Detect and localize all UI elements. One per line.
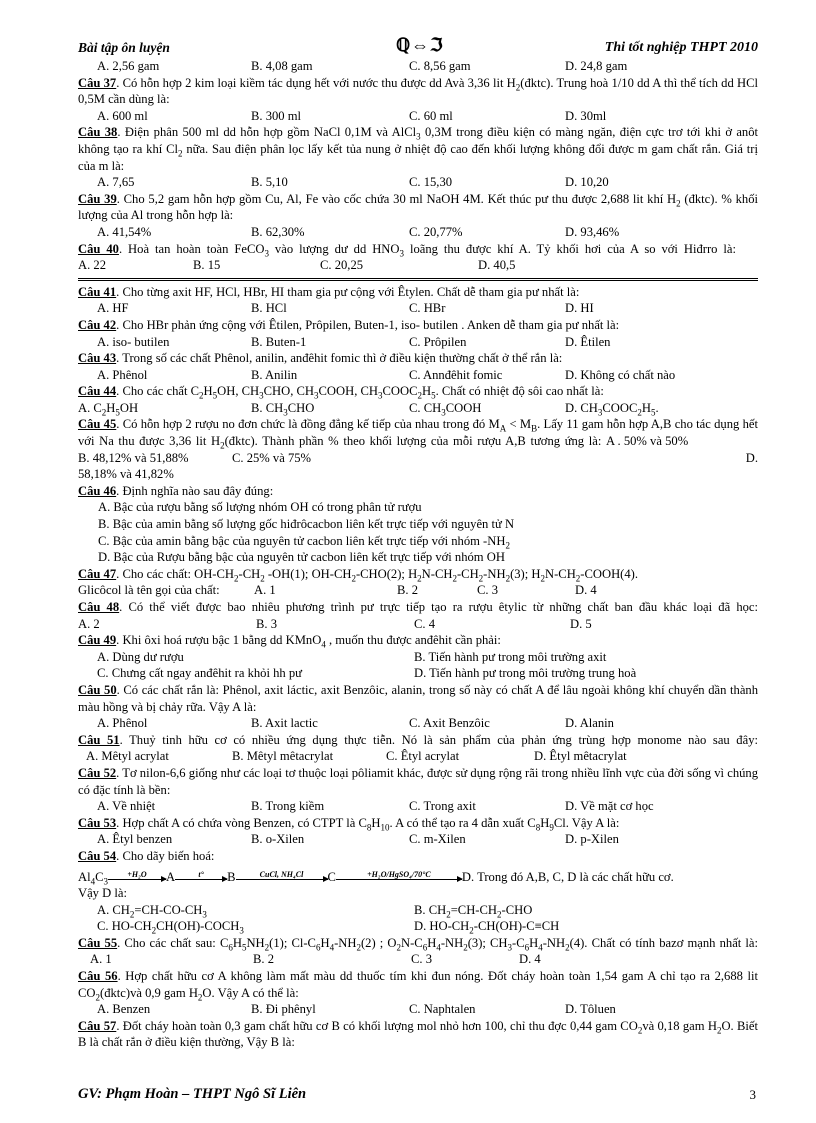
q42-c[interactable]: C. Prôpilen [409, 334, 467, 349]
q53-c[interactable]: C. m-Xilen [409, 832, 466, 847]
q44-a[interactable]: A. $C_2H_5OH$ [78, 400, 139, 418]
q46-stem: Câu 46. Định nghĩa nào sau đây đúng: [78, 483, 274, 498]
q37-c[interactable]: C. 60 ml [409, 108, 453, 123]
q52-a[interactable]: A. Về nhiệt [97, 799, 156, 814]
q41-options [78, 300, 758, 317]
q51-a[interactable]: A. Mêtyl acrylat [86, 749, 169, 764]
q37-a[interactable]: A. 600 ml [97, 108, 148, 123]
scheme-c: C [327, 869, 336, 884]
q38-d[interactable]: D. 10,20 [565, 175, 609, 190]
q45-c[interactable]: C. 25% và 75% [232, 450, 312, 465]
q50-options [78, 715, 758, 732]
q50-c[interactable]: C. Axit Benzôic [409, 716, 490, 731]
q54-b[interactable]: B. $CH_2=CH-CH_2$-CHO [414, 902, 533, 920]
q56-b[interactable]: B. Đi phênyl [251, 1002, 316, 1017]
q54-stem: Câu 54. Cho dãy biến hoá: [78, 848, 215, 863]
header-left: Bài tập ôn luyện [78, 40, 170, 55]
q55-a[interactable]: A. 1 [90, 952, 112, 967]
q44-d[interactable]: D. $CH_3COOC_2H_5$. [565, 400, 659, 418]
q54-options-1 [78, 902, 758, 919]
q37-options [78, 108, 758, 125]
q49-options-1 [78, 649, 758, 666]
q55-c[interactable]: C. 3 [411, 952, 432, 967]
q37-label: Câu 37 [78, 75, 117, 90]
q51-b[interactable]: B. Mêtyl mêtacrylat [232, 749, 334, 764]
q56-d[interactable]: D. Tôluen [565, 1002, 616, 1017]
q50-d[interactable]: D. Alanin [565, 716, 614, 731]
scheme-al4c3: $Al_4C_3$ [78, 869, 108, 887]
q53-d[interactable]: D. p-Xilen [565, 832, 619, 847]
q38-options [78, 174, 758, 191]
q48-stem: Câu 48. Có thể viết được bao nhiêu phương trình pư trực tiếp tạo ra rượu êtylic từ những chất ban đầu khác loại đã học: A. 2 B. 3 C. 4 D. 5 [78, 600, 758, 631]
q49-d[interactable]: D. Tiến hành pư trong môi trường trung hoà [414, 666, 637, 681]
q46-b[interactable]: B. Bậc của amin bằng số lượng gốc hiđrôcacbon liên kết trực tiếp với nguyên tử N [98, 517, 515, 532]
q44-b[interactable]: B. $CH_3CHO$ [251, 400, 315, 418]
section-divider [78, 278, 758, 281]
q40-b[interactable]: B. 15 [193, 258, 221, 273]
q49-b[interactable]: B. Tiến hành pư trong môi trường axit [414, 649, 607, 664]
q40-c[interactable]: C. 20,25 [320, 258, 364, 273]
q47-a[interactable]: A. 1 [254, 583, 276, 598]
q43-c[interactable]: C. Annđêhit fomic [409, 367, 503, 382]
q47-c[interactable]: C. 3 [477, 583, 498, 598]
q36-options [78, 58, 758, 75]
q52-b[interactable]: B. Trong kiềm [251, 799, 325, 814]
q43-options [78, 367, 758, 384]
q52-d[interactable]: D. Về mặt cơ học [565, 799, 654, 814]
q36-a[interactable]: A. 2,56 gam [97, 59, 160, 73]
q49-options-2 [78, 665, 758, 682]
q50-a[interactable]: A. Phênol [97, 716, 148, 731]
q41-c[interactable]: C. HBr [409, 301, 446, 316]
q43-stem: Câu 43. Trong số các chất Phênol, anilin, anđêhit fomic thì ở điều kiện thường chất ở thể rắn là: [78, 351, 563, 366]
q38-stem: Câu 38. Điện phân 500 ml dd hỗn hợp gồm NaCl 0,1M và AlCl$_3$ 0,3M trong điều kiện có màng ngăn, điện cực trơ tới khi ở anôt không tạo ra khí $Cl_2$ nữa. Sau điện phân lọc lấy kết tủa nung ở nhiệt độ cao đến khối lượng không đổi được m gam chất rắn. Giá trị của m là: [78, 125, 759, 173]
q36-d[interactable]: D. 24,8 gam [565, 59, 628, 73]
scheme-d: D. Trong đó A,B, C, D là các chất hữu cơ. [461, 869, 674, 884]
q49-a[interactable]: A. Dùng dư rượu [97, 649, 184, 664]
q55-stem: Câu 55. Cho các chất sau: $C_6H_5NH_2(1)$; $Cl-C_6H_4-NH_2(2)$ ; $O_2N-C_6H_4-NH_2(3)$; $CH_3-C_6H_4-NH_2(4)$. Chất có tính bazơ mạnh nhất là: A. 1 B. 2 C. 3 D. 4 [78, 935, 759, 967]
q39-a[interactable]: A. 41,54% [97, 224, 152, 239]
q41-d[interactable]: D. HI [565, 301, 594, 316]
q50-stem: Câu 50. Có các chất rắn là: Phênol, axit láctic, axit Benzôic, alanin, trong số này có chất A để lâu ngoài không khí chuyển dần thành màu hồng và bị chảy rữa. Vậy A là: [78, 682, 758, 714]
q39-options [78, 224, 758, 241]
q37-stem: Câu 37. Có hỗn hợp 2 kim loại kiềm tác dụng hết với nước thu được dd Avà 3,36 lit $H_2(đktc)$. Trung hoà 1/10 dd A thì thể tích dd HCl 0,5M cần dùng là: [78, 75, 758, 107]
q53-a[interactable]: A. Êtyl benzen [97, 832, 173, 847]
q40-stem: Câu 40. Hoà tan hoàn toàn FeCO$_3$ vào lượng dư dd $HNO_3$ loãng thu được khí A. Tỷ khối hơi của A so với Hiđrro là:A. 22 B. 15 C. 20,25 D. 40,5 [78, 241, 736, 273]
q55-d[interactable]: D. 4 [519, 952, 541, 967]
q46-a[interactable]: A. Bậc của rượu bằng số lượng nhóm OH có trong phân tử rượu [98, 500, 422, 515]
q54-scheme [78, 869, 758, 886]
q44-c[interactable]: C. $CH_3COOH$ [409, 400, 482, 418]
q51-d[interactable]: D. Êtyl mêtacrylat [534, 749, 627, 764]
q47-options: Glicôcol là tên gọi của chất: A. 1 B. 2 C. 3 D. 4 [78, 583, 597, 598]
q56-c[interactable]: C. Naphtalen [409, 1002, 476, 1017]
q47-d[interactable]: D. 4 [575, 583, 597, 598]
q56-a[interactable]: A. Benzen [97, 1002, 151, 1017]
q39-stem: Câu 39. Cho 5,2 gam hỗn hợp gồm Cu, Al, Fe vào cốc chứa 30 ml NaOH 4M. Kết thúc pư thu được 2,688 lit khí $H_2$ (đktc). % khối lượng của Al trong hỗn hợp là: [78, 191, 758, 223]
q45-b[interactable]: B. 48,12% và 51,88% [78, 450, 189, 465]
q46-d[interactable]: D. Bậc của Rượu bằng bậc của nguyên tử cacbon liên kết trực tiếp với nhóm OH [98, 550, 505, 565]
q42-b[interactable]: B. Buten-1 [251, 334, 307, 349]
q44-options [78, 400, 758, 417]
q57-stem: Câu 57. Đốt cháy hoàn toàn 0,3 gam chất hữu cơ B có khối lượng mol nhỏ hơn 100, chỉ thu đợc 0,44 gam $CO_2và$ 0,18 gam $H_2O$. Biết B là chất rắn ở điều kiện thường, Vậy B là: [78, 1018, 758, 1050]
q54-options-2 [78, 918, 758, 935]
q50-b[interactable]: B. Axit lactic [251, 716, 318, 731]
scheme-a: A [166, 869, 176, 884]
q42-options [78, 334, 758, 351]
q56-options [78, 1001, 758, 1018]
scheme-b: B [227, 869, 236, 884]
q37-b[interactable]: B. 300 ml [251, 108, 302, 123]
q41-b[interactable]: B. HCl [251, 301, 287, 316]
q53-options [78, 831, 758, 848]
q54-d[interactable]: D. $HO-CH_2-CH(OH)-C\equiv CH$ [414, 919, 560, 936]
q39-b[interactable]: B. 62,30% [251, 224, 305, 239]
q54-line2: Vậy D là: [78, 886, 127, 901]
footer-author: GV: Phạm Hoàn – THPT Ngô Sĩ Liên [78, 1086, 307, 1102]
page-number: 3 [749, 1087, 756, 1102]
arrow-1: +H₂O [108, 870, 166, 885]
q54-a[interactable]: A. $CH_2=CH-CO-CH_3$ [97, 902, 207, 920]
q55-b[interactable]: B. 2 [253, 952, 274, 967]
q43-b[interactable]: B. Anilin [251, 367, 298, 382]
q48-c[interactable]: C. 4 [414, 616, 435, 631]
q39-d[interactable]: D. 93,46% [565, 224, 620, 239]
q54-c[interactable]: C. $HO-CH_2CH(OH)-COCH_3$ [97, 919, 244, 936]
page-content [78, 35, 759, 1051]
arrow-3: CuCl, NH₄Cl [236, 870, 328, 885]
q41-stem: Câu 41. Cho từng axit HF, HCl, HBr, HI tham gia pư cộng với Êtylen. Chất dễ tham gia pư nhất là: [78, 284, 580, 299]
q46-c[interactable]: C. Bậc của amin bằng bậc của nguyên tử cacbon liên kết trực tiếp với nhóm $-NH_2$ [98, 533, 510, 551]
header-right: Thi tốt nghiệp THPT 2010 [604, 40, 758, 55]
q43-a[interactable]: A. Phênol [97, 367, 148, 382]
q45-a[interactable]: A . 50% và 50% [605, 434, 689, 449]
q36-b[interactable]: B. 4,08 gam [251, 59, 313, 73]
q39-c[interactable]: C. 20,77% [409, 224, 463, 239]
q47-stem: Câu 47. Cho các chất: $OH-CH_2-CH_2$ -OH(1); $OH-CH_2-CHO(2)$; $H_2N-CH_2-CH_2-NH_2(3)$; $H_2N-CH_2-COOH(4)$. [78, 566, 639, 584]
q56-stem: Câu 56. Hợp chất hữu cơ A không làm mất màu dd thuốc tím khi đun nóng. Đốt cháy hoàn toàn 1,54 gam A chỉ tạo ra 2,688 lit $CO_2(đktc)và$ 0,9 gam $H_2O$. Vậy A có thể là: [78, 969, 758, 1003]
q45-d[interactable]: 58,18% và 41,82% [78, 467, 174, 482]
q51-stem: Câu 51. Thuỷ tinh hữu cơ có nhiều ứng dụng thực tiễn. Nó là sản phẩm của phản ứng trùng hợp monome nào sau đây: A. Mêtyl acrylat B. Mêtyl mêtacrylat C. Êtyl acrylat D. Êtyl mêtacrylat [78, 732, 758, 764]
q42-d[interactable]: D. Êtilen [565, 334, 611, 349]
q44-stem: Câu 44. Cho các chất $C_2H_5OH$, $CH_3CHO$, $CH_3COOH$, $CH_3COOC_2H_5$. Chất có nhiệt độ sôi cao nhất là: [78, 384, 604, 401]
q37-d[interactable]: D. 30ml [565, 108, 607, 123]
q48-d[interactable]: D. 5 [570, 616, 592, 631]
q52-stem: Câu 52. Tơ nilon-6,6 giống như các loại tơ thuộc loại pôliamit khác, được sử dụng rộng rãi trong nhiều lĩnh vực của đời sống vì chúng có đặc tính là bền: [78, 765, 759, 797]
arrow-4: +H₂O/HgSO₄/70°C [336, 870, 462, 885]
q48-b[interactable]: B. 3 [256, 616, 277, 631]
q53-b[interactable]: B. o-Xilen [251, 832, 305, 847]
q40-d[interactable]: D. 40,5 [478, 258, 516, 273]
q41-a[interactable]: A. HF [97, 301, 129, 316]
q52-c[interactable]: C. Trong axit [409, 799, 476, 814]
q53-stem: Câu 53. Hợp chất A có chứa vòng Benzen, có CTPT là $C_8H_{10}$. A có thể tạo ra 4 dẫn xuất $C_8H_9Cl$. Vậy A là: [78, 815, 620, 833]
q49-stem: Câu 49. Khi ôxi hoá rượu bậc 1 bằng dd KMnO$_4$ , muốn thu được anđêhit cần phải: [78, 633, 501, 650]
q52-options [78, 798, 758, 815]
q38-a[interactable]: A. 7,65 [97, 175, 135, 190]
q42-a[interactable]: A. iso- butilen [97, 334, 170, 349]
q47-b[interactable]: B. 2 [397, 583, 418, 598]
q36-c[interactable]: C. 8,56 gam [409, 59, 471, 73]
arrow-2: t° [175, 870, 227, 885]
page-header [78, 35, 758, 58]
q48-a[interactable]: A. 2 [78, 616, 100, 631]
q51-c[interactable]: C. Êtyl acrylat [386, 749, 460, 764]
page-footer [78, 1086, 758, 1108]
q42-stem: Câu 42. Cho HBr phản ứng cộng với Êtilen, Prôpilen, Buten-1, iso- butilen . Anken dễ tham gia pư nhất là: [78, 317, 620, 332]
q43-d[interactable]: D. Không có chất nào [565, 367, 676, 382]
q49-c[interactable]: C. Chưng cất ngay anđêhit ra khỏi hh pư [97, 666, 302, 681]
q38-b[interactable]: B. 5,10 [251, 175, 288, 190]
header-symbol: ℚ⇔ℑ [396, 35, 444, 55]
q45-stem: Câu 45. Có hỗn hợp 2 rượu no đơn chức là đồng đẳng kế tiếp của nhau trong đó $M_A < M_B$. Lấy 11 gam hỗn hợp A,B cho tác dụng hết với Na thu được 3,36 lit $H_2(đktc)$. Thành phần % theo khối lượng của mỗi rượu A,B tương ứng là: A . 50% và 50%B. 48,12% và 51,88% C. 25% và 75% D. 58,18% và 41,82% [78, 417, 758, 482]
q38-c[interactable]: C. 15,30 [409, 175, 453, 190]
q40-a[interactable]: A. 22 [78, 258, 106, 273]
